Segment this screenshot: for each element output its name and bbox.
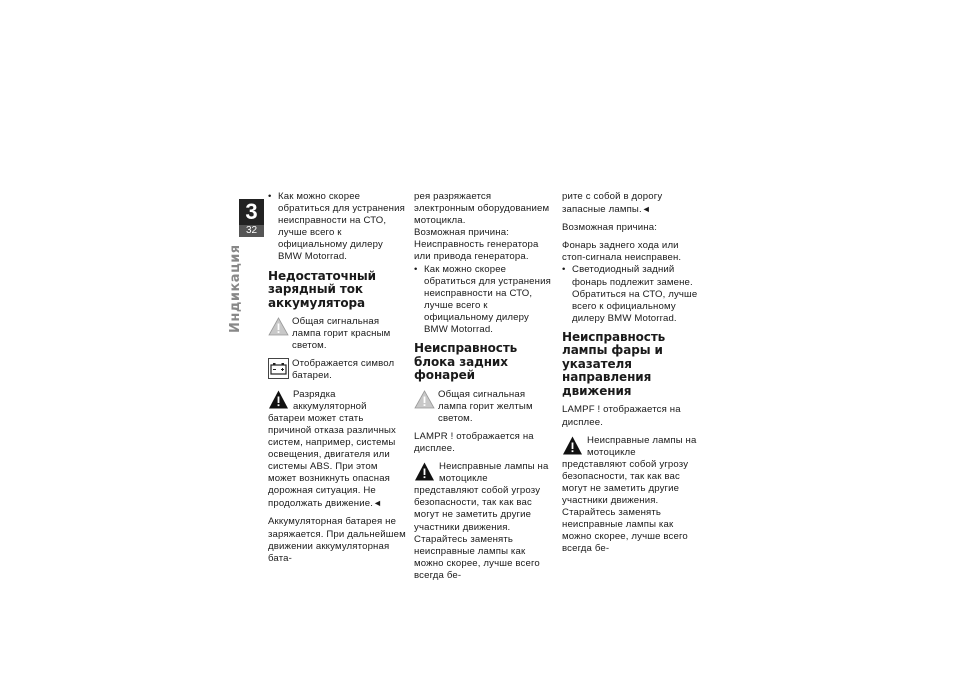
display-text: LAMPF ! отображается на дисплее.	[562, 404, 681, 428]
danger-triangle-icon	[562, 435, 583, 456]
column-2	[414, 191, 552, 588]
paragraph: Аккумуляторная батарея не заряжается. При дальнейшем движении аккумуляторная бата-	[268, 516, 406, 564]
warning-light-text: Общая сигнальная лампа горит желтым светом.	[438, 388, 533, 424]
warning-note	[268, 389, 406, 511]
column-1	[268, 191, 406, 571]
warning-light-row	[414, 389, 552, 425]
warning-note	[414, 461, 552, 582]
bullet-list	[268, 191, 406, 264]
page-number: 32	[239, 225, 264, 237]
cause-text: Неисправность генератора или привода генератора.	[414, 239, 539, 263]
paragraph-continued: рея разряжается электронным оборудованием мотоцикла.	[414, 191, 550, 227]
list-item: • Как можно скорее обратиться для устранения неисправности на СТО, лучше всего к официальному дилеру BMW Motorrad.	[268, 191, 406, 264]
list-item: • Светодиодный задний фонарь подлежит замене. Обратиться на СТО, лучше всего к официальному дилеру BMW Motorrad.	[562, 264, 700, 324]
bullet-list	[414, 264, 552, 337]
battery-symbol-row	[268, 358, 406, 382]
cause-text: Фонарь заднего хода или стоп-сигнала неисправен.	[562, 240, 682, 264]
section-heading-rear-lights: Неисправность блока задних фонарей	[414, 341, 518, 383]
paragraph-continued-text: рите с собой в дорогу запасные лампы.	[562, 191, 663, 216]
warning-light-icon	[268, 316, 289, 337]
battery-symbol-text: Отображается символ батареи.	[292, 358, 395, 382]
display-text: LAMPR ! отображается на дисплее.	[414, 430, 534, 454]
column-3	[562, 191, 700, 562]
list-item: • Как можно скорее обратиться для устранения неисправности на СТО, лучше всего к официальному дилеру BMW Motorrad.	[414, 264, 552, 337]
bullet-list	[562, 264, 700, 324]
chapter-number: 3	[245, 199, 258, 224]
danger-triangle-icon	[414, 461, 435, 482]
paragraph-continued	[562, 191, 700, 216]
warning-light-row	[268, 316, 406, 352]
section-heading-front-lights: Неисправность лампы фары и указателя направления движения	[562, 329, 666, 398]
chapter-side-label: Индикация	[228, 244, 243, 333]
warning-text: Разрядка аккумуляторной батареи может стать причиной отказа различных систем, например, системы освещения, двигателя или системы ABS. При этом может возникнуть опасная дорожная ситуация. Не продолжать движение.	[268, 388, 397, 510]
warning-text: Неисправные лампы на мотоцикле представляют собой угрозу безопасности, так как вас могут не заметить другие участники движения. Старайтесь заменять неисправные лампы как можно скорее, лучше всего всегда бе-	[414, 461, 549, 581]
section-heading-battery: Недостаточный зарядный ток аккумулятора	[268, 268, 376, 310]
cause-label: Возможная причина:	[414, 227, 510, 239]
danger-triangle-icon	[268, 389, 289, 410]
battery-icon	[268, 358, 289, 379]
chapter-tab	[239, 199, 264, 237]
end-mark: ◄	[373, 498, 383, 509]
cause-label: Возможная причина:	[562, 222, 658, 234]
warning-text: Неисправные лампы на мотоцикле представляют собой угрозу безопасности, так как вас могут не заметить другие участники движения. Старайтесь заменять неисправные лампы как можно скорее, лучше всего всегда бе-	[562, 434, 697, 555]
warning-note	[562, 435, 700, 556]
warning-light-icon	[414, 389, 435, 410]
warning-light-text: Общая сигнальная лампа горит красным светом.	[292, 316, 391, 352]
end-mark: ◄	[641, 204, 651, 215]
